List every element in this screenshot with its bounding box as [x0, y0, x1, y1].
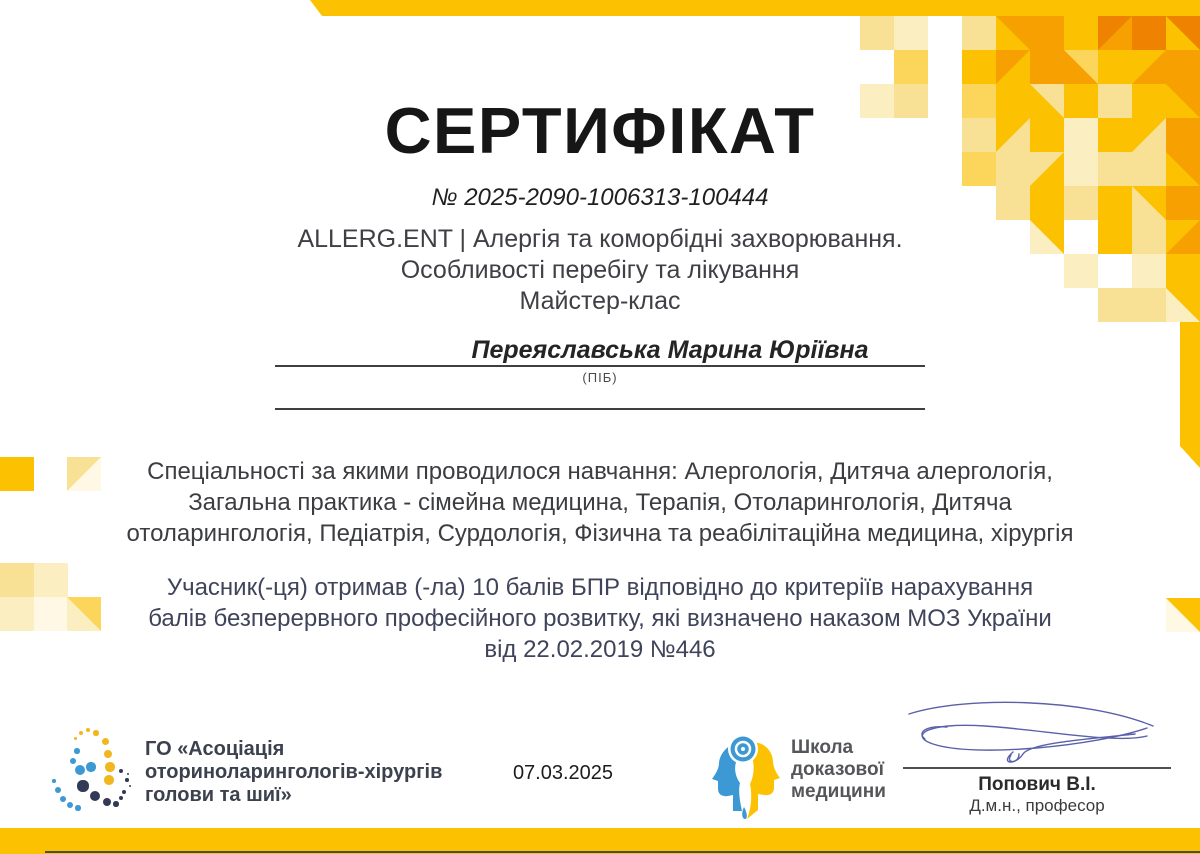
- logo-dot: [119, 769, 123, 773]
- association-line-3: голови та шиї»: [145, 784, 292, 806]
- association-line-1: ГО «Асоціація: [145, 738, 285, 760]
- logo-dot: [129, 785, 131, 787]
- school-line-2: доказової: [791, 759, 884, 780]
- mosaic-cell: [1064, 16, 1098, 50]
- pib-caption: (ПІБ): [582, 370, 618, 385]
- decor-shape: [0, 457, 34, 491]
- specialties-line-2: Загальна практика - сімейна медицина, Терапія, Отоларингологія, Дитяча: [188, 489, 1012, 516]
- mosaic-cell: [1166, 16, 1200, 50]
- logo-dot: [93, 730, 98, 735]
- mosaic-cell: [1132, 50, 1166, 84]
- course-title: [0, 224, 1200, 317]
- decor-shape: [34, 597, 68, 631]
- logo-dot: [77, 780, 88, 791]
- logo-dot: [67, 802, 73, 808]
- specialties-line-1: Спеціальності за якими проводилося навчання: Алергологія, Дитяча алергологія,: [147, 458, 1053, 485]
- logo-dot: [113, 801, 118, 806]
- mosaic-cell: [1030, 50, 1064, 84]
- logo-dot: [105, 762, 114, 771]
- logo-dot: [125, 778, 128, 781]
- decor-shape: [0, 597, 34, 631]
- logo-dot: [122, 790, 127, 795]
- logo-dot: [104, 775, 114, 785]
- mosaic-cell: [894, 16, 928, 50]
- mosaic-cell: [894, 50, 928, 84]
- logo-dot: [119, 796, 124, 801]
- mosaic-cell: [996, 50, 1030, 84]
- decor-shape: [1180, 446, 1200, 468]
- mosaic-cell: [860, 16, 894, 50]
- points-line-1: Учасник(-ця) отримав (-ла) 10 балів БПР відповідно до критеріїв нарахування: [166, 574, 1034, 601]
- logo-dot: [75, 765, 86, 776]
- decor-shape: [45, 851, 1200, 853]
- association-line-2: оториноларингологів-хірургів: [145, 761, 443, 783]
- decor-shape: [310, 0, 322, 16]
- logo-dot: [127, 773, 129, 775]
- logo-dot: [75, 805, 80, 810]
- points-line-3: від 22.02.2019 №446: [484, 636, 716, 663]
- certificate-number: № 2025-2090-1006313-100444: [431, 184, 769, 211]
- mosaic-cell: [1030, 16, 1064, 50]
- logo-dot: [60, 796, 66, 802]
- course-title-line-1: ALLERG.ENT | Алергія та коморбідні захворювання.: [297, 225, 903, 253]
- mosaic-cell: [962, 16, 996, 50]
- specialties-paragraph: [60, 456, 1140, 549]
- points-line-2: балів безперервного професійного розвитку, які визначено наказом МОЗ України: [148, 605, 1052, 632]
- school-line-3: медицини: [791, 781, 886, 802]
- decor-shape: [0, 563, 34, 597]
- logo-dot: [52, 779, 55, 782]
- decor-shape: [1166, 598, 1200, 632]
- mosaic-cell: [1064, 50, 1098, 84]
- school-line-1: Школа: [791, 737, 854, 758]
- association-logo-icon: [48, 718, 158, 828]
- certificate-title: СЕРТИФІКАТ: [384, 94, 816, 167]
- second-underline: [275, 408, 925, 410]
- logo-dot: [102, 738, 109, 745]
- logo-dot: [74, 737, 77, 740]
- name-underline: [275, 365, 925, 367]
- signature-image: [895, 694, 1175, 768]
- logo-dot: [86, 762, 95, 771]
- logo-dot: [90, 791, 101, 802]
- logo-dot: [86, 728, 91, 733]
- logo-dot: [79, 731, 83, 735]
- mosaic-cell: [1166, 50, 1200, 84]
- signer-name: Попович В.І.: [978, 774, 1096, 795]
- decor-shape: [1180, 322, 1200, 446]
- recipient-name: Переяславська Марина Юріївна: [471, 336, 869, 364]
- points-paragraph: [80, 572, 1120, 665]
- logo-dot: [70, 758, 76, 764]
- logo-dot: [55, 787, 61, 793]
- mosaic-cell: [1098, 16, 1132, 50]
- signature-line: [903, 767, 1171, 769]
- logo-dot: [103, 798, 112, 807]
- mosaic-cell: [1132, 16, 1166, 50]
- logo-dot: [104, 750, 113, 759]
- event-date: 07.03.2025: [512, 762, 614, 784]
- mosaic-cell: [996, 16, 1030, 50]
- course-title-line-3: Майстер-клас: [519, 287, 681, 315]
- association-name: [145, 738, 465, 807]
- decor-shape: [322, 0, 1200, 16]
- school-logo-icon: [700, 722, 800, 832]
- signer-title: Д.м.н., професор: [969, 796, 1105, 815]
- specialties-line-3: отоларингологія, Педіатрія, Сурдологія, Фізична та реабілітаційна медицина, хірургія: [126, 520, 1074, 547]
- decor-shape: [34, 563, 68, 597]
- mosaic-cell: [1098, 50, 1132, 84]
- course-title-line-2: Особливості перебігу та лікування: [400, 256, 800, 284]
- logo-dot: [74, 748, 79, 753]
- mosaic-cell: [962, 50, 996, 84]
